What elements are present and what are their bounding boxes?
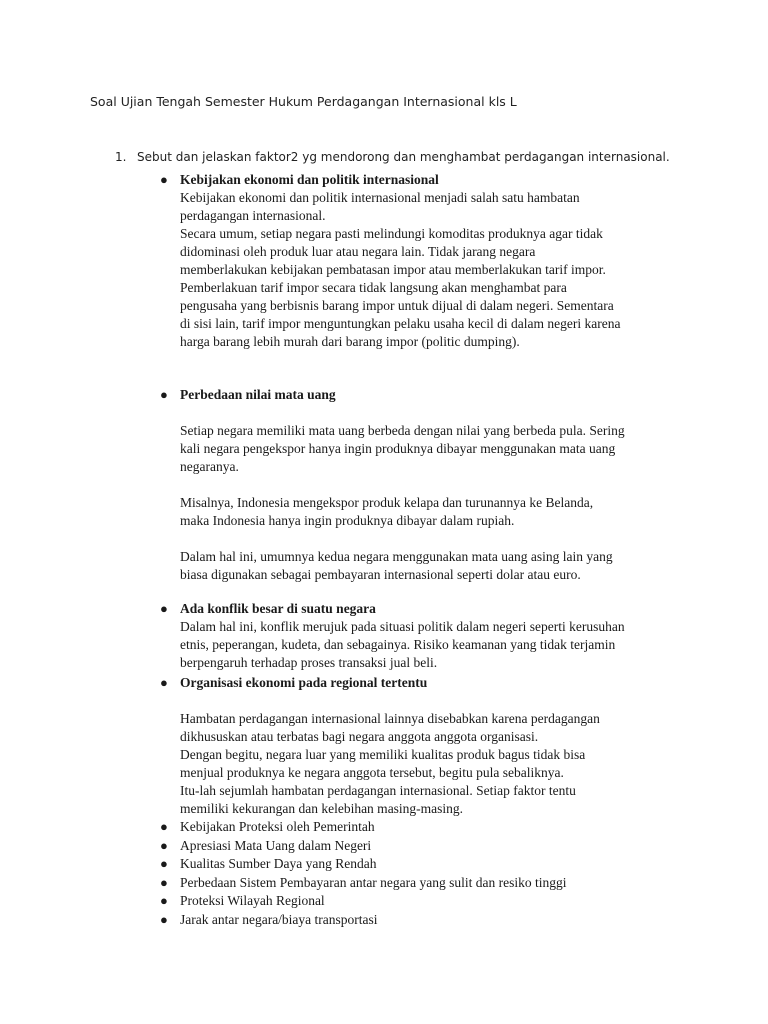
list-item-label: Kualitas Sumber Daya yang Rendah [180, 856, 377, 871]
bullet-icon: ● [160, 675, 168, 690]
bullet-icon: ● [160, 172, 168, 187]
section-heading: Kebijakan ekonomi dan politik internasional [180, 172, 439, 187]
body-line: dikhususkan atau terbatas bagi negara anggota anggota organisasi. [180, 729, 539, 744]
list-item [158, 600, 688, 672]
body-line: negaranya. [180, 459, 239, 474]
bullet-icon: ● [160, 601, 168, 616]
body-line: memiliki kekurangan dan kelebihan masing-masing. [180, 801, 464, 816]
body-line: Kebijakan ekonomi dan politik internasional menjadi salah satu hambatan [180, 190, 580, 205]
bullet-icon: ● [160, 819, 168, 834]
body-line: memberlakukan kebijakan pembatasan impor atau memberlakukan tarif impor. [180, 262, 606, 277]
body-line: Hambatan perdagangan internasional lainnya disebabkan karena perdagangan [180, 711, 600, 726]
document-title: Soal Ujian Tengah Semester Hukum Perdagangan Internasional kls L [90, 94, 517, 109]
body-line: Misalnya, Indonesia mengekspor produk kelapa dan turunannya ke Belanda, [180, 495, 594, 510]
list-item [158, 837, 688, 856]
list-item-label: Proteksi Wilayah Regional [180, 893, 325, 908]
list-item [158, 171, 688, 351]
list-item [158, 818, 688, 837]
section-kebijakan-ekonomi [158, 171, 688, 351]
body-line: Secara umum, setiap negara pasti melindungi komoditas produknya agar tidak [180, 226, 603, 241]
list-item [158, 874, 688, 893]
section-heading: Organisasi ekonomi pada regional tertentu [180, 675, 428, 690]
body-line: Pemberlakuan tarif impor secara tidak langsung akan menghambat para [180, 280, 567, 295]
body-line: menjual produknya ke negara anggota tersebut, begitu pula sebaliknya. [180, 765, 564, 780]
section-heading: Ada konflik besar di suatu negara [180, 601, 376, 616]
question-text: Sebut dan jelaskan faktor2 yg mendorong dan menghambat perdagangan internasional. [137, 150, 670, 164]
section-nilai-mata-uang [158, 386, 688, 584]
body-line: kali negara pengekspor hanya ingin produknya dibayar menggunakan mata uang [180, 441, 616, 456]
body-line: harga barang lebih murah dari barang impor (politic dumping). [180, 334, 520, 349]
list-item-label: Jarak antar negara/biaya transportasi [180, 911, 378, 927]
body-line: perdagangan internasional. [180, 208, 326, 223]
list-item [158, 855, 688, 874]
body-line: pengusaha yang berbisnis barang impor untuk dijual di dalam negeri. Sementara [180, 298, 614, 313]
list-item [158, 892, 688, 911]
bullet-icon: ● [160, 856, 168, 871]
body-line: biasa digunakan sebagai pembayaran internasional seperti dolar atau euro. [180, 567, 581, 582]
bullet-icon: ● [160, 387, 168, 402]
body-line: Dalam hal ini, umumnya kedua negara menggunakan mata uang asing lain yang [180, 549, 613, 564]
body-line: maka Indonesia hanya ingin produknya dibayar dalam rupiah. [180, 513, 515, 528]
section-organisasi-regional [158, 674, 688, 818]
question-1 [115, 150, 670, 164]
bullet-icon: ● [160, 911, 168, 927]
body-line: Setiap negara memiliki mata uang berbeda dengan nilai yang berbeda pula. Sering [180, 423, 625, 438]
bullet-icon: ● [160, 874, 168, 890]
factor-list [158, 818, 688, 929]
body-line: didominasi oleh produk luar atau negara lain. Tidak jarang negara [180, 244, 536, 259]
list-item-label: Perbedaan Sistem Pembayaran antar negara yang sulit dan resiko tinggi [180, 874, 567, 890]
list-item [158, 386, 688, 584]
list-item [158, 674, 688, 818]
body-line: berpengaruh terhadap proses transaksi jual beli. [180, 655, 438, 670]
list-item [158, 911, 688, 930]
body-line: Dalam hal ini, konflik merujuk pada situasi politik dalam negeri seperti kerusuhan [180, 619, 625, 634]
body-line: etnis, peperangan, kudeta, dan sebagainya. Risiko keamanan yang tidak terjamin [180, 637, 616, 652]
body-line: Dengan begitu, negara luar yang memiliki kualitas produk bagus tidak bisa [180, 747, 586, 762]
body-line: di sisi lain, tarif impor menguntungkan pelaku usaha kecil di dalam negeri karena [180, 316, 621, 331]
bullet-icon: ● [160, 893, 168, 908]
list-item-label: Kebijakan Proteksi oleh Pemerintah [180, 819, 375, 834]
bullet-icon: ● [160, 837, 168, 853]
section-konflik [158, 600, 688, 672]
list-item-label: Apresiasi Mata Uang dalam Negeri [180, 837, 372, 853]
body-line: Itu-lah sejumlah hambatan perdagangan internasional. Setiap faktor tentu [180, 783, 576, 798]
question-number: 1. [115, 150, 127, 164]
section-heading: Perbedaan nilai mata uang [180, 387, 336, 402]
